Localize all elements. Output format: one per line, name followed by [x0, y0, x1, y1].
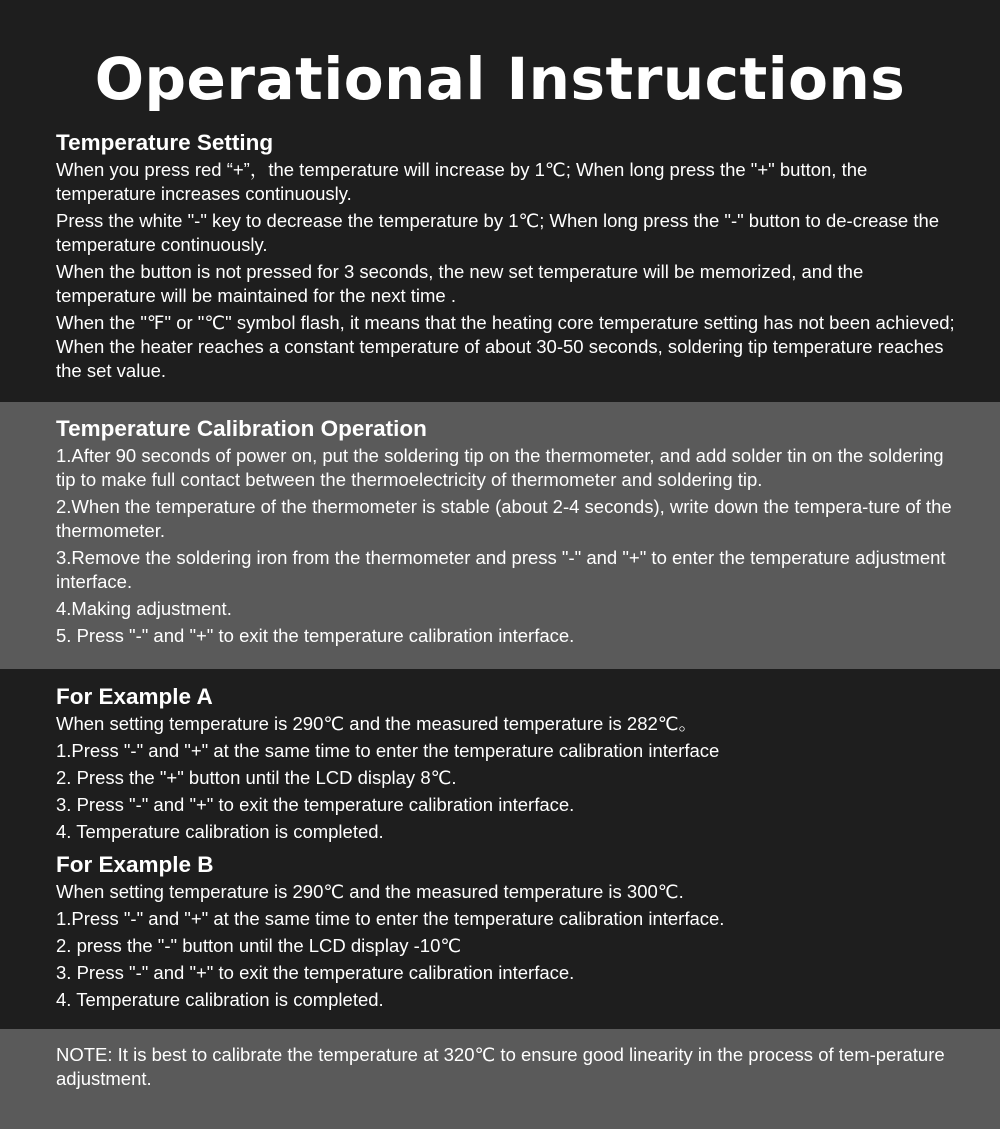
example-b-section: [56, 850, 956, 1015]
calibration-step: 3.Remove the soldering iron from the thermometer and press "-" and "+" to enter the temperature adjustment interface.: [56, 547, 946, 592]
example-a-line: 4. Temperature calibration is completed.: [56, 821, 384, 842]
example-a-heading: For Example A: [56, 684, 213, 709]
note-section: [56, 1043, 956, 1094]
calibration-step: 5. Press "-" and "+" to exit the temperature calibration interface.: [56, 625, 575, 646]
calibration-step: 2.When the temperature of the thermometer is stable (about 2-4 seconds), write down the tempera-ture of the thermometer.: [56, 496, 952, 541]
calibration-step: 1.After 90 seconds of power on, put the soldering tip on the thermometer, and add solder tin on the soldering tip to make full contact between the thermoelectricity of thermometer and soldering tip.: [56, 445, 944, 490]
example-a-line: When setting temperature is 290℃ and the measured temperature is 282℃。: [56, 713, 698, 734]
example-a-line: 2. Press the "+" button until the LCD display 8℃.: [56, 767, 457, 788]
calibration-heading: Temperature Calibration Operation: [56, 416, 427, 441]
note-text: NOTE: It is best to calibrate the temperature at 320℃ to ensure good linearity in the process of tem-perature adjustment.: [56, 1044, 945, 1089]
example-a-line: 3. Press "-" and "+" to exit the temperature calibration interface.: [56, 794, 575, 815]
temperature-setting-section: [56, 128, 956, 386]
temperature-setting-paragraph: Press the white "-" key to decrease the temperature by 1℃; When long press the "-" button to de-crease the temperature continuously.: [56, 210, 940, 255]
temperature-setting-heading: Temperature Setting: [56, 130, 274, 155]
example-b-line: 4. Temperature calibration is completed.: [56, 989, 384, 1010]
example-b-line: 2. press the "-" button until the LCD display -10℃: [56, 935, 462, 956]
example-a-section: [56, 682, 956, 847]
calibration-section: [56, 414, 956, 651]
example-b-line: When setting temperature is 290℃ and the measured temperature is 300℃.: [56, 881, 684, 902]
temperature-setting-paragraph: When the button is not pressed for 3 seconds, the new set temperature will be memorized, and the temperature will be maintained for the next time .: [56, 261, 864, 306]
temperature-setting-paragraph: When the "℉" or "℃" symbol flash, it means that the heating core temperature setting has not been achieved; When the heater reaches a constant temperature of about 30-50 seconds, soldering tip temperature reaches the set value.: [56, 312, 955, 381]
example-b-line: 1.Press "-" and "+" at the same time to enter the temperature calibration interface.: [56, 908, 725, 929]
calibration-step: 4.Making adjustment.: [56, 598, 232, 619]
example-b-heading: For Example B: [56, 852, 214, 877]
example-b-line: 3. Press "-" and "+" to exit the temperature calibration interface.: [56, 962, 575, 983]
example-a-line: 1.Press "-" and "+" at the same time to enter the temperature calibration interface: [56, 740, 720, 761]
page-title: Operational Instructions: [94, 45, 906, 113]
temperature-setting-paragraph: When you press red “+”，the temperature will increase by 1℃; When long press the "+" button, the temperature increases continuously.: [56, 159, 868, 204]
